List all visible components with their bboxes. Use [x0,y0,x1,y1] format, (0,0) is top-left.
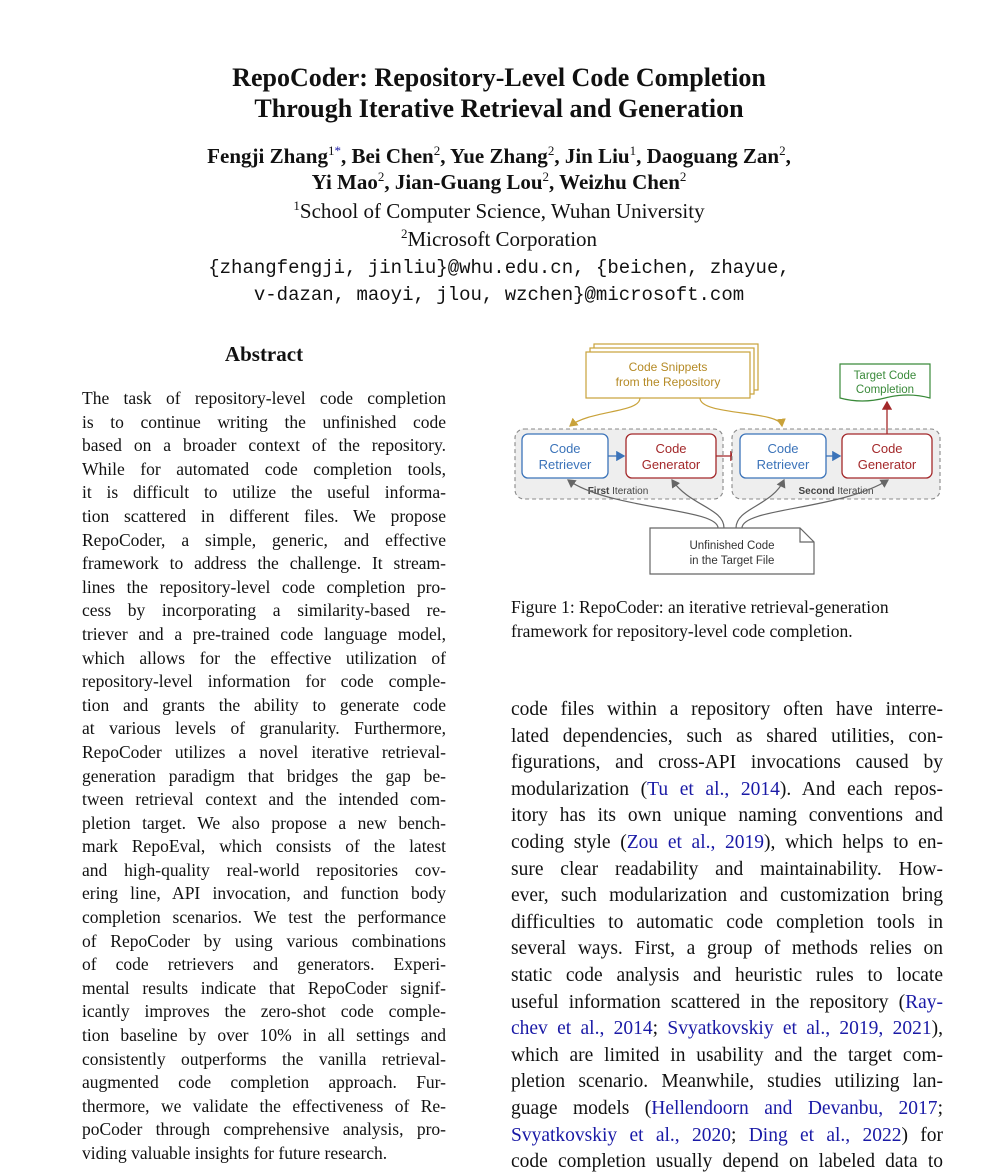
abstract-line: thermore, we validate the effectiveness of Re- [82,1095,446,1116]
abstract-line: tween retrieval context and the intended com- [82,789,446,810]
abstract-line: augmented code completion approach. Fur- [82,1072,446,1093]
svg-text:First Iteration: First Iteration [587,486,649,497]
abstract-line: consistently outperforms the vanilla retrieval- [82,1048,446,1069]
body-text-segment: coding style ( [511,831,627,853]
body-text-segment: ever, such modularization and customization bring [511,885,943,907]
body-text-segment: ; [730,1124,749,1146]
author-affiliation-mark: 2 [433,143,441,158]
author-affiliation-mark: 1* [327,143,341,158]
author-emails [0,255,998,309]
body-text-segment: ), which helps to en- [764,831,943,853]
authors-line-1: Fengji Zhang$^{1*}$, Bei Chen$^2$, Yue Zhang$^2$, Jin Liu$^1$, Daoguang Zan$^2$, [207,143,791,168]
code-snippets-node [586,344,758,398]
body-text-segment: ), [931,1018,943,1040]
author-name: Daoguang Zan [646,144,780,168]
body-text-segment: static code analysis and heuristic rules to locate [511,964,943,986]
svg-text:Target Code: Target Code [853,370,917,382]
abstract-line: is to continue writing the unfinished code [82,411,446,432]
snippets-to-retriever-2-arrow [700,398,782,426]
abstract-line: viding valuable insights for future research. [82,1143,388,1163]
svg-text:Retriever: Retriever [538,457,592,472]
body-text-segment: modularization ( [511,778,648,800]
body-text-segment: which are limited in usability and the target com- [511,1044,943,1066]
abstract-line: completion scenarios. We test the performance [82,907,446,928]
abstract-line: poCoder through comprehensive analysis, pro- [82,1119,446,1140]
author-name: Fengji Zhang [207,144,328,168]
abstract-line: tion baseline by over 10% in all settings and [82,1025,446,1046]
author-affiliation-mark: 2 [547,143,555,158]
author-name: Jin Liu [564,144,630,168]
citation-link[interactable]: Hellendoorn and Devanbu, 2017 [651,1097,938,1119]
abstract-heading: Abstract [224,342,304,366]
svg-text:Generator: Generator [857,457,917,472]
body-text-segment: figurations, and cross-API invocations caused by [511,752,943,774]
abstract-line: mark RepoEval, which consists of the latest [82,836,446,857]
figure-1-caption [511,595,943,643]
svg-text:Code: Code [549,441,581,456]
svg-text:Second Iteration: Second Iteration [798,486,874,497]
abstract-line: The task of repository-level code completion [82,388,446,408]
author-name: Jian-Guang Lou [394,170,543,194]
body-text-segment: ; [937,1097,943,1119]
body-text-segment: pletion scenario. Meanwhile, studies utilizing lan- [511,1071,943,1093]
svg-text:Code: Code [767,441,799,456]
email-line-2: v-dazan, maoyi, jlou, wzchen}@microsoft.com [253,284,745,306]
intro-body-text [511,697,943,1176]
abstract-line: RepoCoder utilizes a novel iterative retrieval- [82,741,446,762]
citation-link[interactable]: Ding et al., 2022 [748,1124,902,1146]
author-affiliation-mark: 2 [542,169,550,184]
author-affiliation-mark: 2 [779,143,786,158]
body-line [511,1043,943,1070]
abstract-line: ering line, API invocation, and function body [82,883,446,904]
abstract-line: triever and a pre-trained code language model, [82,623,446,644]
paper-title [0,62,998,124]
abstract-line: cess by incorporating a similarity-based re- [82,600,446,621]
body-text-segment: ) for [901,1124,943,1146]
abstract-line: it is difficult to utilize the useful informa- [82,482,446,503]
abstract-body [82,387,446,1166]
abstract-line: based on a broader context of the repository. [82,435,446,456]
body-text-segment: guage models ( [511,1097,652,1119]
body-line [511,803,943,830]
svg-text:Unfinished Code: Unfinished Code [689,540,775,552]
body-line [511,830,943,857]
author-list [0,143,998,195]
citation-link[interactable]: Zou et al., 2019 [626,831,765,853]
body-text-segment: lated dependencies, such as shared utilities, con- [511,725,943,747]
author-name: Yue Zhang [449,144,548,168]
abstract-line: icantly improves the zero-shot code comple- [82,1001,446,1022]
body-text-segment: ; [652,1018,668,1040]
body-line [511,1096,943,1123]
body-line [511,697,943,724]
body-text-segment: sure clear readability and maintainability. How- [511,858,943,880]
body-text-segment: code completion usually depend on labeled data to [511,1151,943,1173]
abstract-line: and high-quality real-world repositories cov- [82,859,446,880]
author-affiliation-mark: 2 [679,169,687,184]
body-text-segment: ). And each repos- [779,778,944,800]
snippets-to-retriever-1-arrow [570,398,640,426]
body-line [511,883,943,910]
body-line [511,963,943,990]
author-affiliation-mark: 1 [629,143,637,158]
figure-1-diagram [510,338,946,578]
svg-text:Retriever: Retriever [756,457,810,472]
first-iteration-group [515,429,723,499]
body-line [511,777,943,804]
unfinished-code-node [650,528,814,574]
body-line [511,1069,943,1096]
abstract-line: framework to address the challenge. It stream- [82,553,446,574]
body-line [511,990,943,1017]
body-line [511,936,943,963]
citation-link[interactable]: Svyatkovskiy et al., 2019, 2021 [667,1018,932,1040]
corresponding-author-mark[interactable]: * [334,143,341,158]
body-line [511,857,943,884]
citation-link[interactable]: Ray- [905,991,943,1013]
body-text-segment: code files within a repository often have interre- [511,699,943,720]
abstract-line: lines the repository-level code completion pro- [82,576,446,597]
abstract-line: of RepoCoder by using various combinations [82,930,446,951]
affiliation-1: $^1$School of Computer Science, Wuhan University [293,198,705,223]
body-text-segment: useful information scattered in the repository ( [511,991,906,1013]
body-text-segment: several ways. First, a group of methods relies on [511,938,943,960]
abstract-line: generation paradigm that bridges the gap be- [82,765,446,786]
title-line-1: RepoCoder: Repository-Level Code Completion [232,63,766,92]
target-completion-node [840,364,930,401]
caption-line-2: framework for repository-level code completion. [511,621,853,641]
body-text-segment: difficulties to automatic code completion tools in [511,911,943,933]
citation-link[interactable]: Svyatkovskiy et al., 2020 [511,1124,731,1146]
abstract-line: RepoCoder, a simple, generic, and effective [82,529,446,550]
abstract-line: tion and grants the ability to generate code [82,694,446,715]
body-line [511,1123,943,1150]
svg-text:in the Target File: in the Target File [689,555,775,567]
citation-link[interactable]: chev et al., 2014 [511,1018,653,1040]
svg-text:Completion: Completion [855,384,915,396]
abstract-line: at various levels of granularity. Furthermore, [82,718,446,739]
abstract-line: While for automated code completion tools, [82,458,446,479]
author-affiliation-mark: 2 [377,169,385,184]
body-line [511,1149,943,1176]
authors-line-2: Yi Mao$^2$, Jian-Guang Lou$^2$, Weizhu Chen$^2$ [311,169,687,194]
title-line-2: Through Iterative Retrieval and Generation [254,94,744,123]
abstract-line: repository-level information for code comple- [82,671,446,692]
body-line [511,1016,943,1043]
email-line-1: {zhangfengji, jinliu}@whu.edu.cn, {beichen, zhayue, [208,257,790,279]
body-line [511,750,943,777]
citation-link[interactable]: Tu et al., 2014 [647,778,780,800]
svg-text:Code: Code [655,441,687,456]
svg-text:Generator: Generator [641,457,701,472]
author-name: Bei Chen [351,144,434,168]
abstract-line: of code retrievers and generators. Experi- [82,954,446,975]
affiliations [0,197,998,253]
author-name: Yi Mao [311,170,378,194]
body-line [511,910,943,937]
affiliation-2: $^2$Microsoft Corporation [400,226,598,251]
author-name: Weizhu Chen [559,170,680,194]
abstract-line: pletion target. We also propose a new bench- [82,812,446,833]
body-text-segment: itory has its own unique naming conventions and [511,805,943,827]
svg-text:Code Snippets: Code Snippets [628,360,708,374]
svg-text:Code: Code [871,441,903,456]
abstract-line: mental results indicate that RepoCoder signif- [82,977,446,998]
abstract-line: which allows for the effective utilization of [82,647,446,668]
caption-line-1: Figure 1: RepoCoder: an iterative retrieval-generation [511,597,889,617]
abstract-line: tion scattered in different files. We propose [82,505,446,526]
svg-text:from the Repository: from the Repository [615,375,721,389]
body-line [511,724,943,751]
second-iteration-group [732,429,940,499]
